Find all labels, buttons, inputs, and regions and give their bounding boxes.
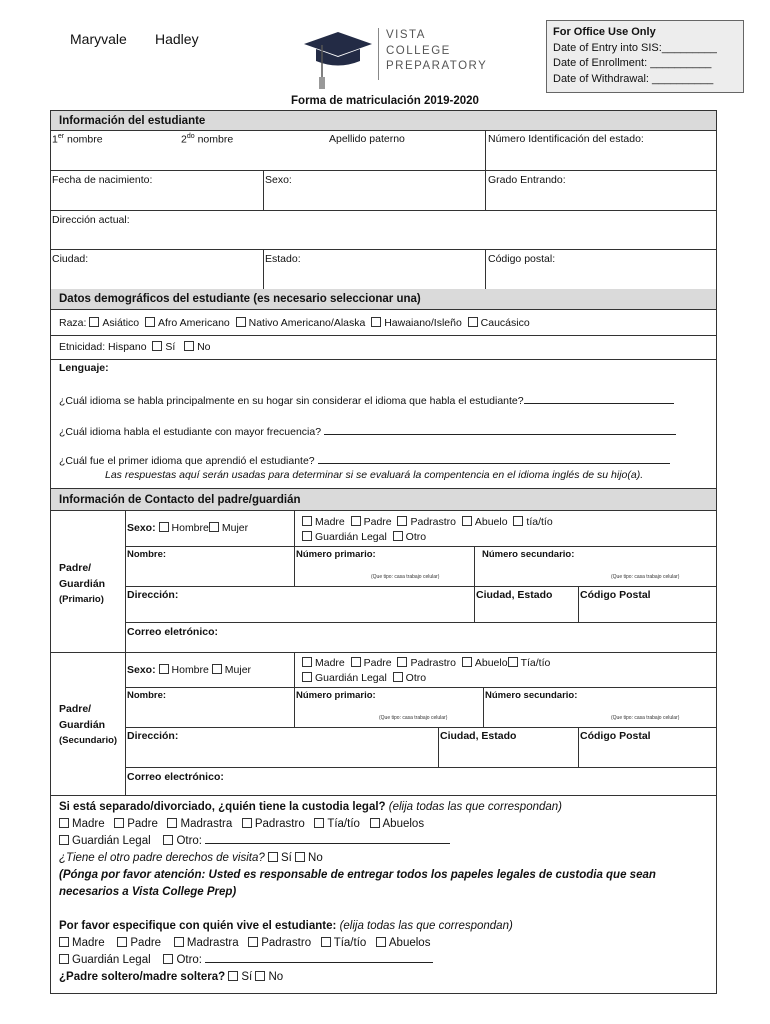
custody-stepmother-checkbox[interactable] [167,818,177,828]
secondary-male-checkbox[interactable] [159,664,169,674]
single-parent-yes-checkbox[interactable] [228,971,238,981]
school-logo [300,22,488,92]
primary-email-field[interactable]: Correo eletrónico: [127,626,219,638]
office-entry-date[interactable]: Date of Entry into SIS:_________ [553,41,717,54]
custody-other-checkbox[interactable] [163,835,173,845]
current-address-field[interactable]: Dirección actual: [52,214,130,226]
sex-field[interactable]: Sexo: [265,174,292,186]
state-field[interactable]: Estado: [265,253,301,265]
secondary-legal-guardian-checkbox[interactable] [302,672,312,682]
second-name-field[interactable]: $2^{do}$ nombre [181,133,234,146]
secondary-relationship: Madre Padre Padrastro Abuelo Tía/tío Guardián Legal Otro [302,656,550,686]
graduation-cap-icon [300,28,376,94]
home-language-question: ¿Cuál idioma se habla principalmente en su hogar sin considerar el idioma que habla el estudiante? [59,395,674,407]
primary-other-checkbox[interactable] [393,531,403,541]
lives-other-checkbox[interactable] [163,954,173,964]
language-label: Lenguaje: [59,362,109,374]
grade-field[interactable]: Grado Entrando: [488,174,566,186]
logo-line-3: PREPARATORY [386,60,488,72]
race-row: Raza: Asiático Afro Americano Nativo Americano/Alaska Hawaiano/Isleño Caucásico [59,317,530,329]
zip-field[interactable]: Código postal: [488,253,556,265]
race-asian-checkbox[interactable] [89,317,99,327]
secondary-guardian-label: Padre/ Guardián (Secundario) [59,703,118,746]
lives-legal-guardian-checkbox[interactable] [59,954,69,964]
race-caucasian-checkbox[interactable] [468,317,478,327]
secondary-name-field[interactable]: Nombre: [127,690,167,701]
visitation-yes-checkbox[interactable] [268,852,278,862]
secondary-other-checkbox[interactable] [393,672,403,682]
office-use-box [546,20,744,93]
custody-legal-guardian-checkbox[interactable] [59,835,69,845]
form-title: Forma de matriculación 2019-2020 [291,95,479,107]
campus-maryvale: Maryvale [70,31,127,47]
secondary-female-checkbox[interactable] [212,664,222,674]
demographics-heading: Datos demográficos del estudiante (es necesario seleccionar una) [51,289,716,310]
secondary-sex-row: Sexo: Hombre Mujer [127,664,252,676]
first-language-question: ¿Cuál fue el primer idioma que aprendió el estudiante? [59,455,670,467]
secondary-phone-field[interactable]: Número primario: [296,690,376,701]
secondary-email-field[interactable]: Correo electrónico: [127,771,224,783]
ethnicity-row: Etnicidad: Hispano Sí No [59,341,211,353]
lives-stepfather-checkbox[interactable] [248,937,258,947]
hispanic-no-checkbox[interactable] [184,341,194,351]
lives-other-input[interactable] [205,962,433,963]
enrollment-form [50,110,717,994]
primary-relationship: Madre Padre Padrastro Abuelo tía/tío Guardián Legal Otro [302,515,553,545]
secondary-aunt-uncle-checkbox[interactable] [508,657,518,667]
office-withdrawal-date[interactable]: Date of Withdrawal: __________ [553,72,714,85]
custody-grandparents-checkbox[interactable] [370,818,380,828]
primary-city-state-field[interactable]: Ciudad, Estado [476,589,553,601]
race-native-american-checkbox[interactable] [236,317,246,327]
single-parent-no-checkbox[interactable] [255,971,265,981]
secondary-mother-checkbox[interactable] [302,657,312,667]
hispanic-yes-checkbox[interactable] [152,341,162,351]
primary-phone-field[interactable]: Número primario: [296,549,376,560]
primary-guardian-label: Padre/ Guardián (Primario) [59,562,106,605]
primary-secondary-phone-hint: (Que tipo: casa trabajo celular) [611,574,680,580]
custody-section: Si está separado/divorciado, ¿quién tiene la custodia legal? (elija todas las que correspondan) Madre Padre Madrastra Padrastro Tía/tío Abuelos Guardián Legal Otro: ¿Tiene el otro padre derechos de visita? Sí No (Pónga por favor atención: Usted es responsable de entregar todos los papeles legales de custodia que sean necesarios a Vista College Prep) Por favor especifique con quién vive el estudiante: (elija todas las que correspondan) Madre Padre Madrastra Padrastro Tía/tío Abuelos Guardián Legal Otro: ¿Padre soltero/madre soltera? Sí No [59,799,709,986]
primary-father-checkbox[interactable] [351,516,361,526]
primary-phone-hint: (Que tipo: casa trabajo celular) [371,574,440,580]
primary-mother-checkbox[interactable] [302,516,312,526]
primary-sex-row: Sexo: Hombre Mujer [127,522,249,534]
office-enrollment-date[interactable]: Date of Enrollment: __________ [553,57,712,69]
lives-father-checkbox[interactable] [117,937,127,947]
lives-aunt-uncle-checkbox[interactable] [321,937,331,947]
language-note: Las respuestas aquí serán usadas para determinar si se evaluará la compentencia en el idioma inglés de su hijo(a). [105,469,644,481]
secondary-phone-hint: (Que tipo: casa trabajo celular) [379,715,448,721]
primary-aunt-uncle-checkbox[interactable] [513,516,523,526]
lives-stepmother-checkbox[interactable] [174,937,184,947]
secondary-zip-field[interactable]: Código Postal [580,730,651,742]
primary-male-checkbox[interactable] [159,522,169,532]
frequent-language-input[interactable] [324,434,676,435]
last-name-field[interactable]: Apellido paterno [329,133,405,145]
primary-stepfather-checkbox[interactable] [397,516,407,526]
primary-zip-field[interactable]: Código Postal [580,589,651,601]
lives-grandparents-checkbox[interactable] [376,937,386,947]
contact-heading: Información de Contacto del padre/guardián [51,488,716,511]
custody-other-input[interactable] [205,843,450,844]
dob-field[interactable]: Fecha de nacimiento: [52,174,153,186]
custody-attention-note: (Pónga por favor atención: Usted es responsable de entregar todos los papeles legales de custodia que sean necesarios a Vista College Prep) [59,869,656,898]
race-african-american-checkbox[interactable] [145,317,155,327]
home-language-input[interactable] [524,403,674,404]
secondary-father-checkbox[interactable] [351,657,361,667]
primary-address-field[interactable]: Dirección: [127,589,179,601]
secondary-secondary-phone-field[interactable]: Número secundario: [485,690,578,701]
visitation-no-checkbox[interactable] [295,852,305,862]
custody-father-checkbox[interactable] [114,818,124,828]
secondary-secondary-phone-hint: (Que tipo: casa trabajo celular) [611,715,680,721]
race-hawaiian-checkbox[interactable] [371,317,381,327]
primary-grandparent-checkbox[interactable] [462,516,472,526]
custody-aunt-uncle-checkbox[interactable] [314,818,324,828]
primary-secondary-phone-field[interactable]: Número secundario: [482,549,575,560]
student-info-heading: Información del estudiante [51,111,716,131]
custody-stepfather-checkbox[interactable] [242,818,252,828]
state-id-field[interactable]: Número Identificación del estado: [488,133,644,145]
first-name-field[interactable]: 1er nombre [52,133,103,146]
secondary-city-state-field[interactable]: Ciudad, Estado [440,730,517,742]
secondary-grandparent-checkbox[interactable] [462,657,472,667]
campus-hadley: Hadley [155,31,199,47]
office-title: For Office Use Only [553,26,656,38]
primary-female-checkbox[interactable] [209,522,219,532]
lives-mother-checkbox[interactable] [59,937,69,947]
frequent-language-question: ¿Cuál idioma habla el estudiante con mayor frecuencia? [59,426,676,438]
secondary-address-field[interactable]: Dirección: [127,730,179,742]
first-language-input[interactable] [318,463,670,464]
primary-legal-guardian-checkbox[interactable] [302,531,312,541]
secondary-stepfather-checkbox[interactable] [397,657,407,667]
primary-name-field[interactable]: Nombre: [127,549,167,560]
custody-mother-checkbox[interactable] [59,818,69,828]
city-field[interactable]: Ciudad: [52,253,89,265]
logo-line-1: VISTA [386,29,426,41]
logo-line-2: COLLEGE [386,44,451,57]
